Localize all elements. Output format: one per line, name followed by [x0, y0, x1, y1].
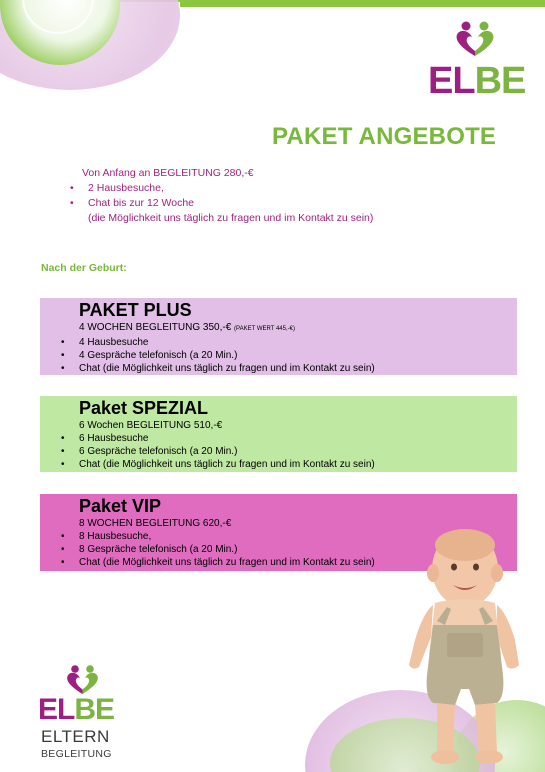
brand-wordmark-be: BE	[474, 60, 526, 102]
package-name: Paket VIP	[79, 496, 162, 516]
package-feature: • Chat (die Möglichkeit uns täglich zu fragen und im Kontakt zu sein)	[79, 458, 517, 471]
package-feature: • 6 Hausbesuche	[79, 432, 517, 445]
package-features	[79, 432, 517, 471]
brand-line-eltern: ELTERN	[41, 727, 110, 746]
top-green-bar	[180, 0, 545, 7]
heart-people-logo-icon	[428, 20, 524, 60]
package-price-text: 8 WOCHEN BEGLEITUNG 620,-€	[79, 518, 232, 529]
intro-heading: Von Anfang an BEGLEITUNG 280,-€	[82, 167, 254, 179]
package-price	[79, 321, 517, 336]
package-feature: • 4 Gespräche telefonisch (a 20 Min.)	[79, 349, 517, 362]
package-name: Paket SPEZIAL	[79, 398, 209, 418]
brand-line-begleitung: BEGLEITUNG	[41, 748, 112, 760]
package-feature: • 8 Hausbesuche,	[79, 530, 517, 543]
page-title: PAKET ANGEBOTE	[272, 123, 497, 150]
package-plus	[40, 298, 517, 375]
package-feature: • 4 Hausbesuche	[79, 336, 517, 349]
package-spezial	[40, 396, 517, 472]
package-feature: • Chat (die Möglichkeit uns täglich zu fragen und im Kontakt zu sein)	[79, 362, 517, 375]
brand-wordmark-el: EL	[38, 693, 75, 726]
intro-note: (die Möglichkeit uns täglich zu fragen und im Kontakt zu sein)	[88, 212, 374, 224]
package-features	[79, 336, 517, 375]
brand-wordmark	[38, 694, 114, 726]
brand-wordmark-be: BE	[74, 693, 115, 726]
package-price-text: 6 Wochen BEGLEITUNG 510,-€	[79, 420, 223, 431]
package-name: PAKET PLUS	[79, 300, 192, 320]
intro-item: • Chat bis zur 12 Woche	[82, 196, 373, 211]
package-price-note: (PAKET WERT 445,-€)	[234, 326, 295, 332]
after-birth-label: Nach der Geburt:	[41, 262, 127, 274]
package-feature: • 6 Gespräche telefonisch (a 20 Min.)	[79, 445, 517, 458]
package-feature: • Chat (die Möglichkeit uns täglich zu fragen und im Kontakt zu sein)	[79, 556, 517, 569]
intro-section	[82, 166, 373, 226]
brand-logo-bottom	[38, 664, 128, 764]
brand-wordmark	[428, 60, 525, 102]
baby-photo	[393, 525, 528, 772]
brand-logo-top	[428, 20, 524, 102]
package-price-text: 4 WOCHEN BEGLEITUNG 350,-€	[79, 322, 232, 333]
intro-item: • 2 Hausbesuche,	[82, 181, 373, 196]
heart-people-logo-icon	[48, 664, 118, 696]
intro-list	[82, 181, 373, 211]
brand-wordmark-el: EL	[428, 60, 475, 102]
package-feature: • 8 Gespräche telefonisch (a 20 Min.)	[79, 543, 517, 556]
